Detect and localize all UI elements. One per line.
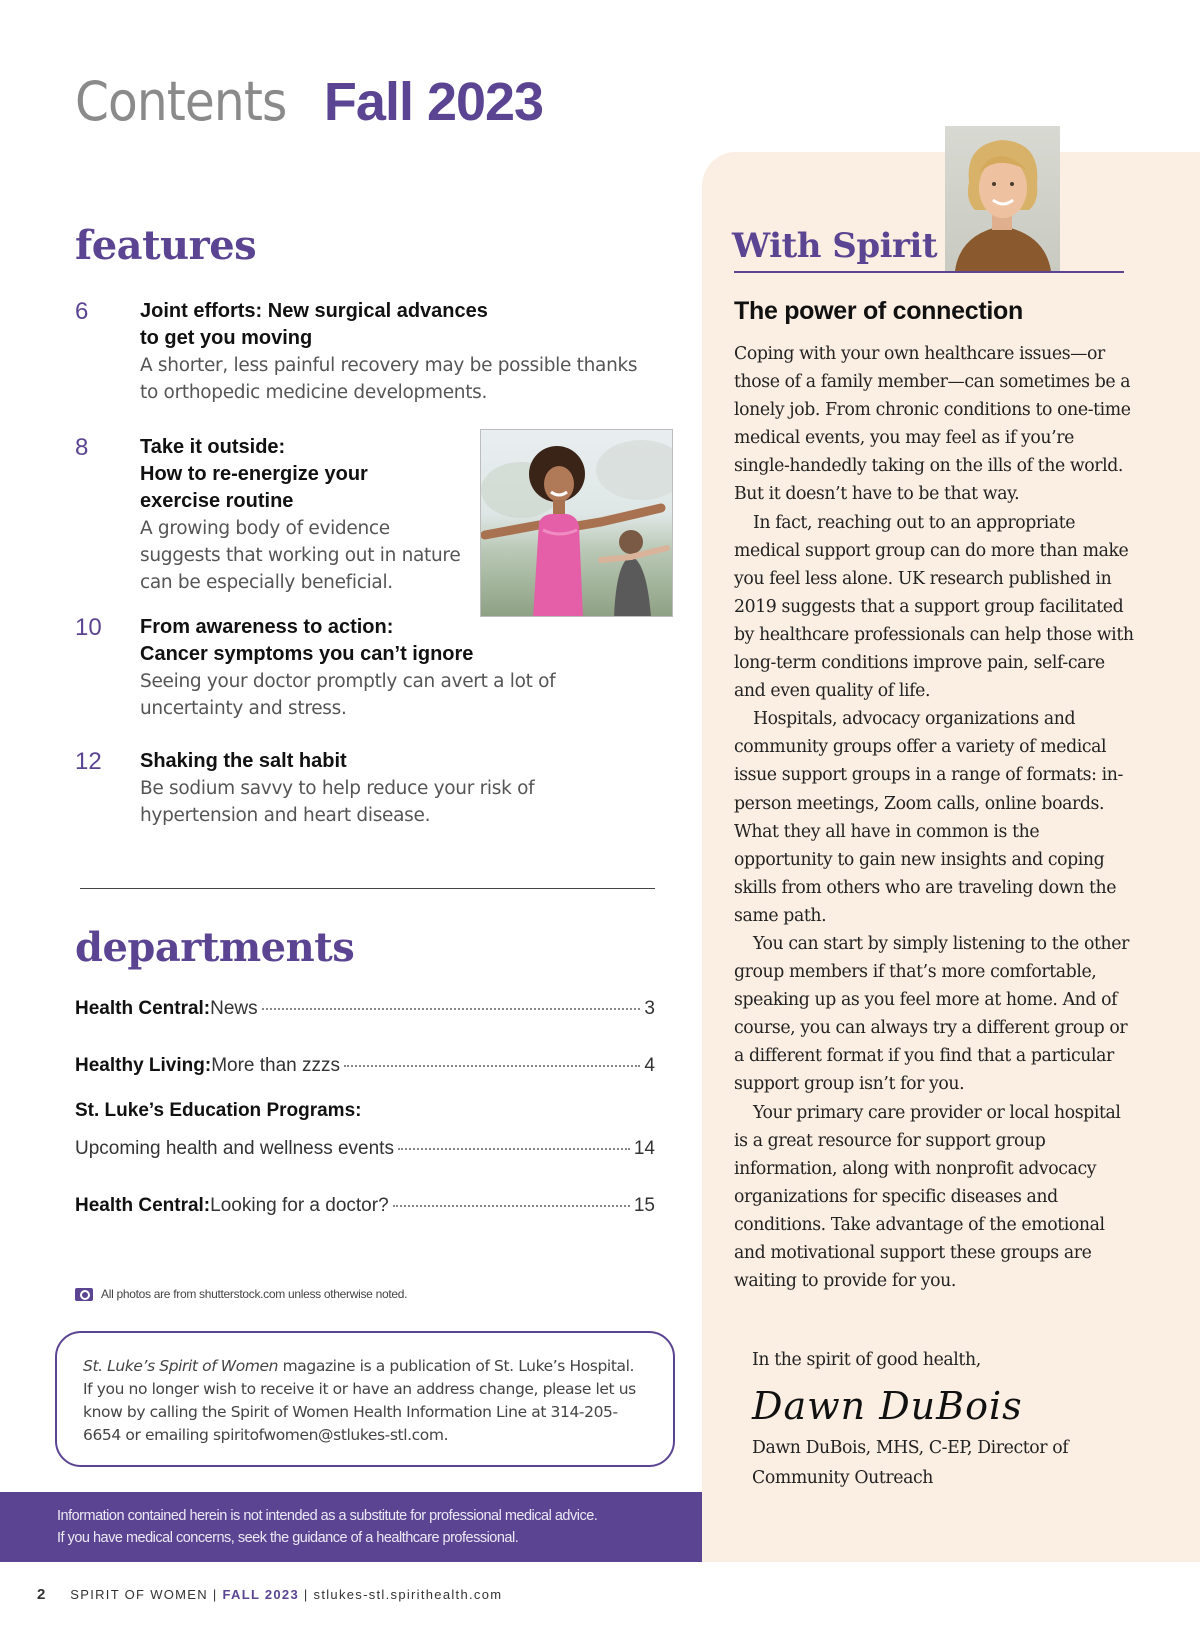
feature-item[interactable]: [75, 298, 645, 406]
department-item[interactable]: Healthy Living: More than zzzs 4: [75, 1055, 655, 1076]
departments-heading: departments: [75, 924, 355, 971]
letter-paragraph: In fact, reaching out to an appropriate medical support group can do more than make you feel less alone. UK research published in 2019 suggests that a support group facilitated by healthcare professionals can help those with long-term conditions improve pain, self-care and even quality of life.: [734, 512, 1134, 702]
education-programs-label: St. Luke’s Education Programs:: [75, 1100, 362, 1121]
sidebar-heading: With Spirit: [732, 226, 938, 266]
sidebar-heading-rule: [734, 271, 1124, 273]
feature-description: A shorter, less painful recovery may be possible thanks to orthopedic medicine developments.: [140, 355, 638, 403]
department-item[interactable]: Health Central: Looking for a doctor? 15: [75, 1195, 655, 1216]
feature-page-number: 10: [75, 614, 102, 641]
section-divider: [80, 888, 655, 889]
feature-headline: From awareness to action: Cancer symptoms you can’t ignore: [140, 616, 474, 665]
feature-description: A growing body of evidence suggests that working out in nature can be especially beneficial.: [140, 518, 461, 593]
page-title: [75, 70, 543, 134]
season-label: Fall 2023: [323, 72, 544, 132]
letter-paragraph: You can start by simply listening to the other group members if that’s more comfortable, speaking up as you feel more at home. And of course, you can always try a different group or a different format if you find that a particular support group isn’t for you.: [734, 933, 1129, 1095]
feature-item[interactable]: [75, 748, 645, 829]
exercise-illustration: [481, 430, 673, 617]
letter-paragraph: Coping with your own healthcare issues—or those of a family member—can sometimes be a lonely job. From chronic conditions to one-time medical events, you may feel as if you’re single-handedly taking on the ills of the world. But it doesn’t have to be that way.: [734, 344, 1131, 505]
feature-page-number: 12: [75, 748, 102, 775]
photo-credit-note: All photos are from shutterstock.com unless otherwise noted.: [75, 1287, 407, 1301]
department-item[interactable]: Upcoming health and wellness events 14: [75, 1138, 655, 1159]
feature-description: Be sodium savvy to help reduce your risk of hypertension and heart disease.: [140, 778, 535, 826]
site-link[interactable]: stlukes-stl.spirithealth.com: [313, 1587, 503, 1602]
page-number: 2: [37, 1586, 46, 1603]
signature: Dawn DuBois: [752, 1384, 1023, 1428]
feature-headline: Joint efforts: New surgical advances to get you moving: [140, 300, 488, 349]
woman-exercising-photo: [480, 429, 673, 617]
sidebar-letter-body: [734, 340, 1134, 1295]
page-footer: 2 SPIRIT OF WOMEN | FALL 2023 | stlukes-stl.spirithealth.com: [37, 1586, 503, 1603]
feature-headline: Take it outside: How to re-energize your exercise routine: [140, 436, 368, 512]
feature-page-number: 6: [75, 298, 89, 325]
feature-page-number: 8: [75, 434, 89, 461]
signer-credentials: Dawn DuBois, MHS, C-EP, Director of Community Outreach: [752, 1438, 1069, 1488]
letter-closing: In the spirit of good health,: [752, 1350, 981, 1370]
department-item[interactable]: Health Central: News 3: [75, 998, 655, 1019]
letter-paragraph: Your primary care provider or local hospital is a great resource for support group information, along with nonprofit advocacy organizations for specific diseases and conditions. Take advantage of the emotional and motivational support these groups are waiting to provide for you.: [734, 1102, 1121, 1292]
sidebar-title: The power of connection: [734, 297, 1023, 325]
contents-word: Contents: [75, 70, 287, 133]
feature-item[interactable]: [75, 614, 645, 722]
medical-disclaimer: Information contained herein is not intended as a substitute for professional medical advice. If you have medical concerns, seek the guidance of a healthcare professional.: [0, 1492, 702, 1562]
publication-info-box: St. Luke’s Spirit of Women magazine is a publication of St. Luke’s Hospital. If you no longer wish to receive it or have an address change, please let us know by calling the Spirit of Women Health Information Line at 314-205-6654 or emailing spiritofwomen@stlukes-stl.com.: [55, 1331, 675, 1467]
portrait-illustration: [945, 126, 1060, 271]
camera-icon: [75, 1288, 93, 1301]
features-heading: features: [75, 222, 257, 269]
letter-paragraph: Hospitals, advocacy organizations and community groups offer a variety of medical issue support groups in a range of formats: in-person meetings, Zoom calls, online boards. What they all have in common is the opportunity to gain new insights and coping skills from others who are traveling down the same path.: [734, 709, 1123, 926]
feature-headline: Shaking the salt habit: [140, 750, 347, 772]
author-portrait: [945, 126, 1060, 271]
feature-description: Seeing your doctor promptly can avert a lot of uncertainty and stress.: [140, 671, 556, 719]
